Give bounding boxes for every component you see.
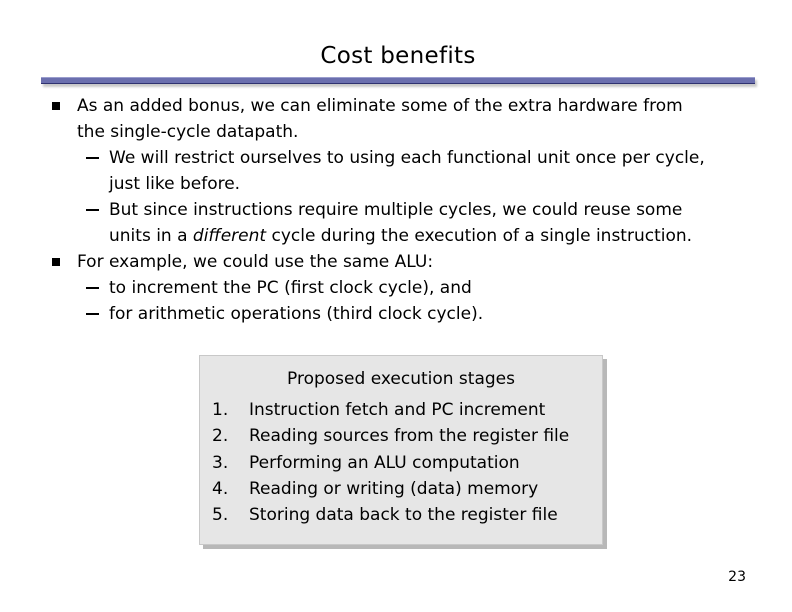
- dash-bullet-icon: [86, 313, 99, 315]
- sub-bullet-text: units in a: [109, 226, 193, 246]
- slide-title: Cost benefits: [320, 43, 476, 69]
- bullet-item: [0, 93, 792, 119]
- bullet-continuation: [0, 119, 792, 145]
- sub-bullet-text: But since instructions require multiple cycles, we could reuse some: [109, 200, 683, 220]
- emphasized-word: different: [192, 226, 267, 246]
- stage-text: Performing an ALU computation: [249, 453, 520, 473]
- dash-bullet-icon: [86, 287, 99, 289]
- bullet-text: For example, we could use the same ALU:: [77, 252, 434, 272]
- sub-bullet-text: We will restrict ourselves to using each functional unit once per cycle,: [109, 148, 705, 168]
- execution-stages-box: [199, 355, 603, 545]
- bullet-text: As an added bonus, we can eliminate some of the extra hardware from: [77, 96, 683, 116]
- square-bullet-icon: [52, 258, 60, 266]
- sub-bullet-text: just like before.: [109, 174, 241, 194]
- sub-bullet-text: for arithmetic operations (third clock cycle).: [109, 304, 484, 324]
- title-divider: [41, 77, 755, 84]
- stage-number: 1.: [212, 400, 229, 420]
- dash-bullet-icon: [86, 157, 99, 159]
- stage-number: 5.: [212, 505, 229, 525]
- stage-text: Reading sources from the register file: [249, 426, 570, 446]
- sub-bullet-text: to increment the PC (first clock cycle), and: [109, 278, 472, 298]
- sub-bullet-continuation: [0, 223, 792, 249]
- stage-number: 4.: [212, 479, 229, 499]
- bullet-text: the single-cycle datapath.: [77, 122, 299, 142]
- sub-bullet-item: [0, 275, 792, 301]
- bullet-item: [0, 249, 792, 275]
- stage-text: Instruction fetch and PC increment: [249, 400, 546, 420]
- stage-number: 2.: [212, 426, 229, 446]
- bullet-list: [0, 93, 792, 327]
- stage-text: Storing data back to the register file: [249, 505, 558, 525]
- stages-heading: Proposed execution stages: [287, 369, 515, 389]
- sub-bullet-item: [0, 145, 792, 171]
- square-bullet-icon: [52, 102, 60, 110]
- sub-bullet-item: [0, 301, 792, 327]
- page-number: 23: [728, 569, 746, 585]
- sub-bullet-continuation: [0, 171, 792, 197]
- sub-bullet-text: cycle during the execution of a single instruction.: [266, 226, 693, 246]
- stage-text: Reading or writing (data) memory: [249, 479, 539, 499]
- dash-bullet-icon: [86, 209, 99, 211]
- sub-bullet-item: [0, 197, 792, 223]
- stage-number: 3.: [212, 453, 229, 473]
